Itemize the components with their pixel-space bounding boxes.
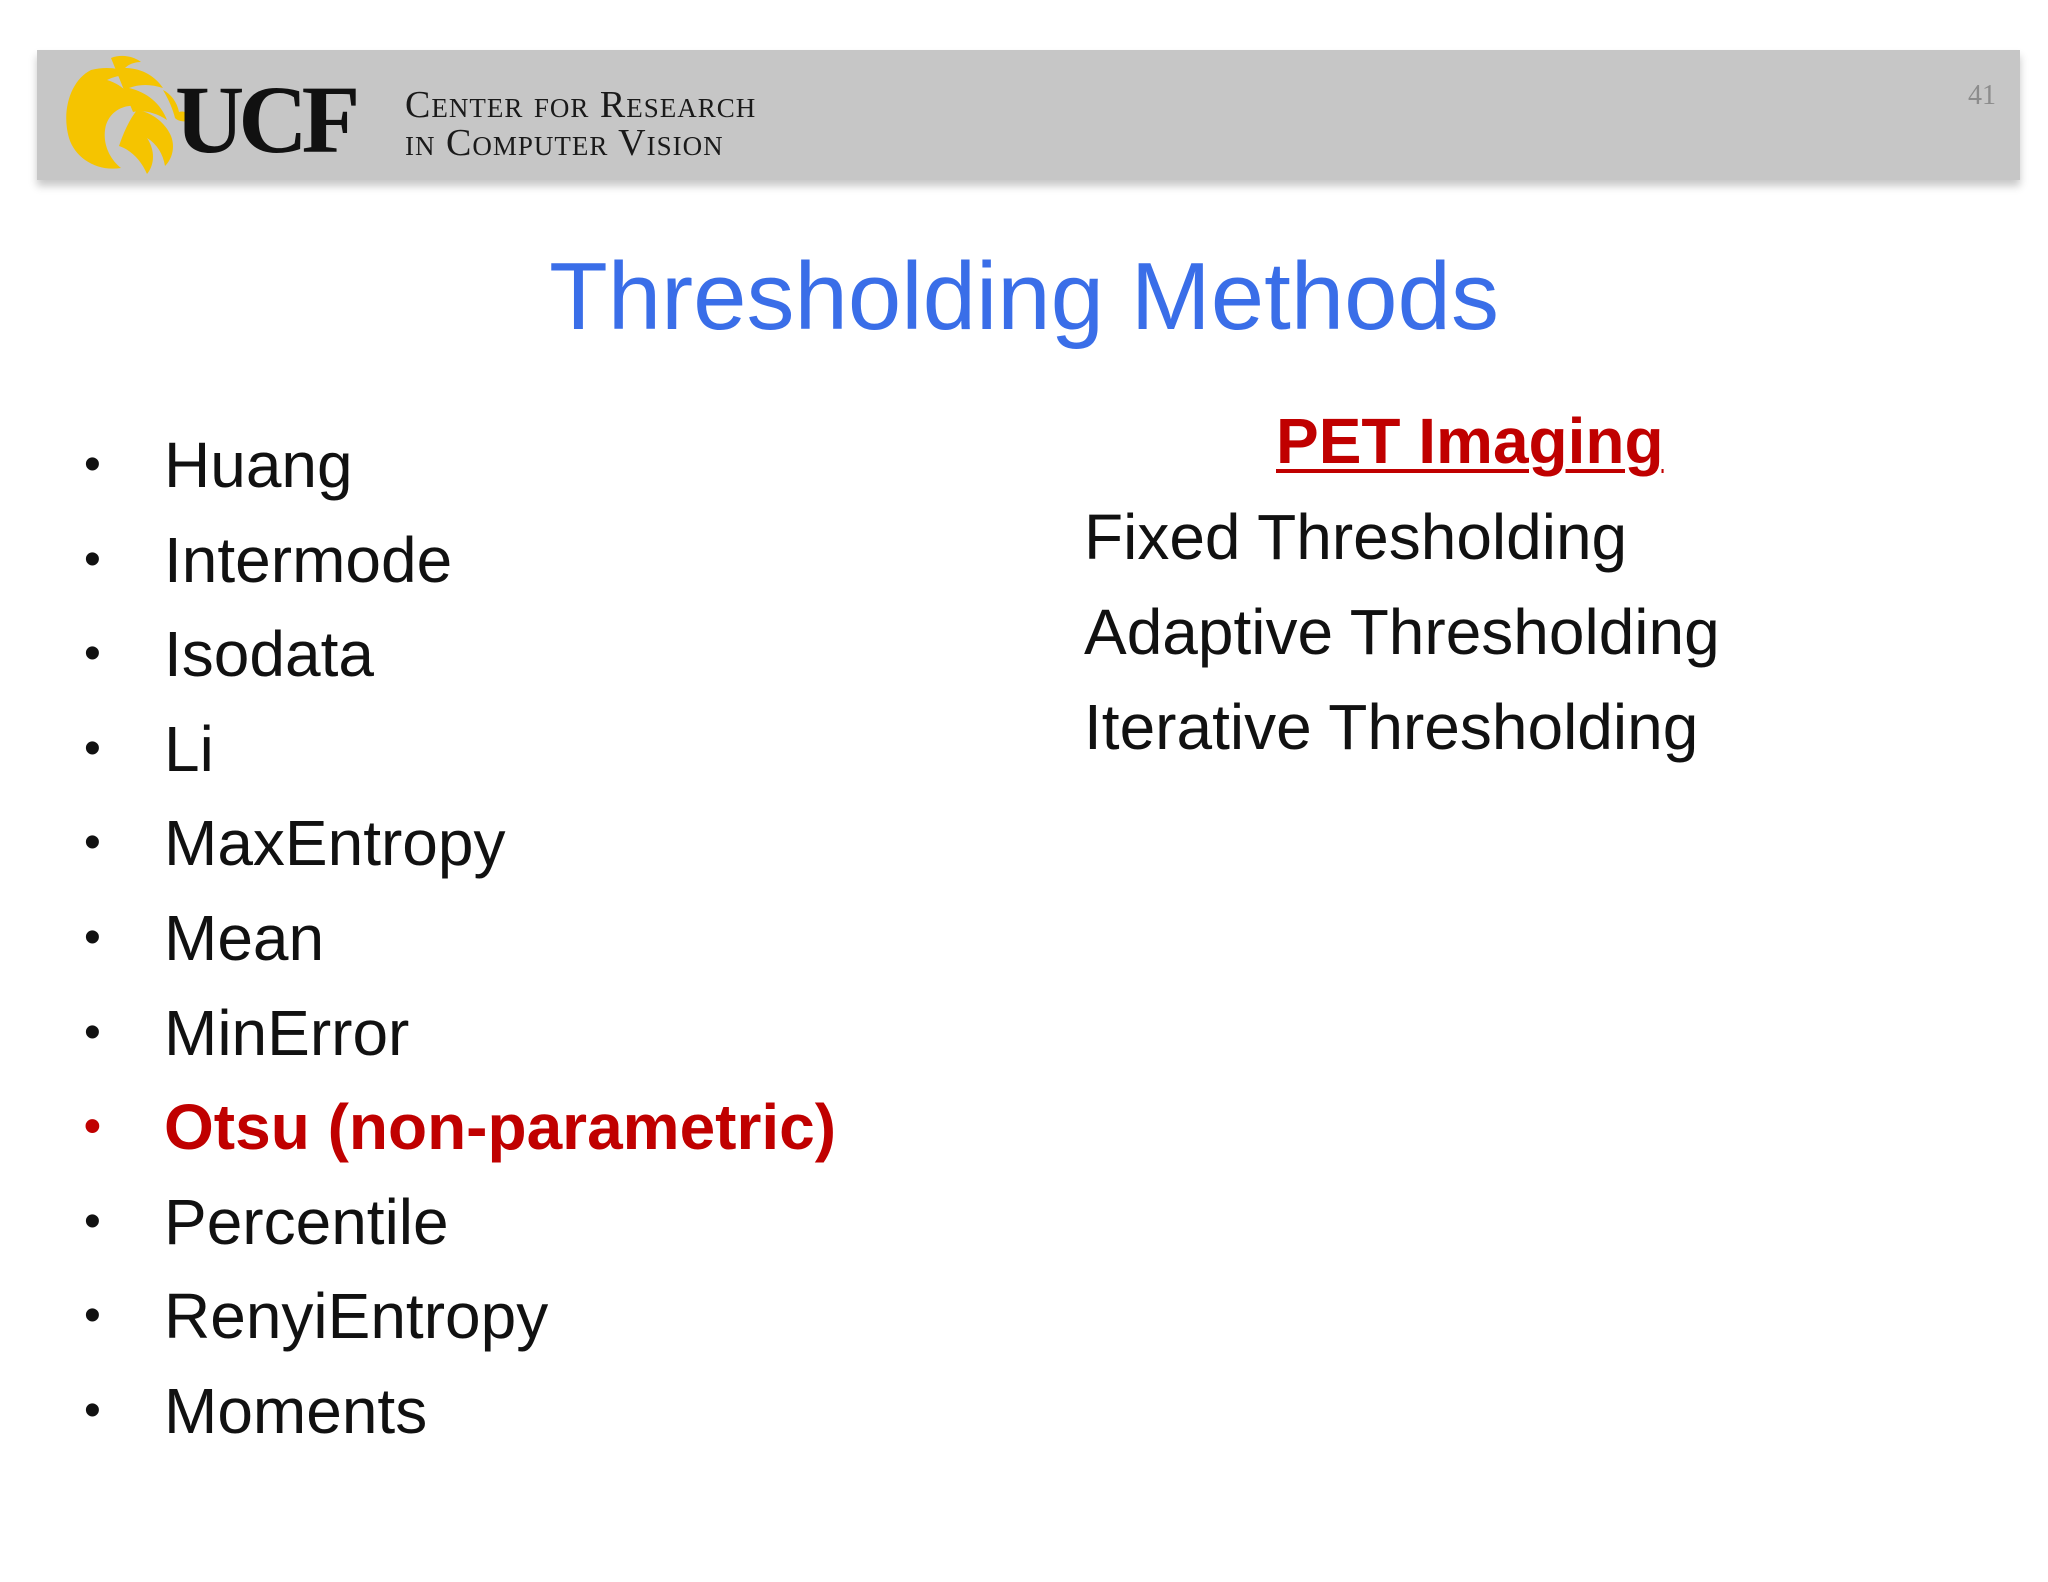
method-label: Huang [164,429,353,501]
method-item [82,428,836,523]
bullet: • [84,816,101,870]
header-bar [37,50,2020,180]
method-item [82,806,836,901]
method-label: Moments [164,1374,428,1447]
center-name [405,86,756,162]
method-label: Isodata [164,618,374,691]
bullet: • [84,1194,101,1248]
bullet: • [84,532,101,586]
method-item [82,996,836,1091]
bullet: • [84,438,101,491]
method-item [82,901,836,996]
center-name-line2: in Computer Vision [405,122,724,164]
slide-title: Thresholding Methods [549,243,1499,350]
method-label: Li [164,712,214,785]
method-item [82,712,836,807]
pet-item: Fixed Thresholding [1084,501,1628,573]
method-label: Percentile [164,1185,449,1258]
method-item [82,523,836,618]
method-label: Intermode [164,523,453,596]
method-label: RenyiEntropy [164,1280,549,1353]
bullet: • [84,910,101,964]
methods-list [82,428,836,1469]
method-item [82,1279,836,1374]
pet-imaging-heading: PET Imaging [1276,405,1664,477]
method-label: MinError [164,996,410,1069]
method-label: MaxEntropy [164,807,506,880]
bullet: • [84,1289,101,1343]
bullet: • [84,1100,101,1154]
method-item-highlighted [82,1090,836,1185]
pet-list [1084,500,1720,785]
method-item [82,1374,836,1469]
bullet: • [84,1005,101,1059]
page-number: 41 [1968,80,1996,111]
method-item [82,1185,836,1280]
center-name-line1: Center for Research [405,84,757,126]
pet-item: Adaptive Thresholding [1084,596,1720,668]
bullet: • [84,721,101,775]
bullet: • [84,627,101,681]
pet-item: Iterative Thresholding [1084,691,1699,763]
method-label: Mean [164,901,325,974]
bullet: • [84,1383,101,1437]
method-label: Otsu (non-parametric) [164,1091,837,1164]
method-item [82,617,836,712]
ucf-logo-text: UCF [175,66,355,173]
